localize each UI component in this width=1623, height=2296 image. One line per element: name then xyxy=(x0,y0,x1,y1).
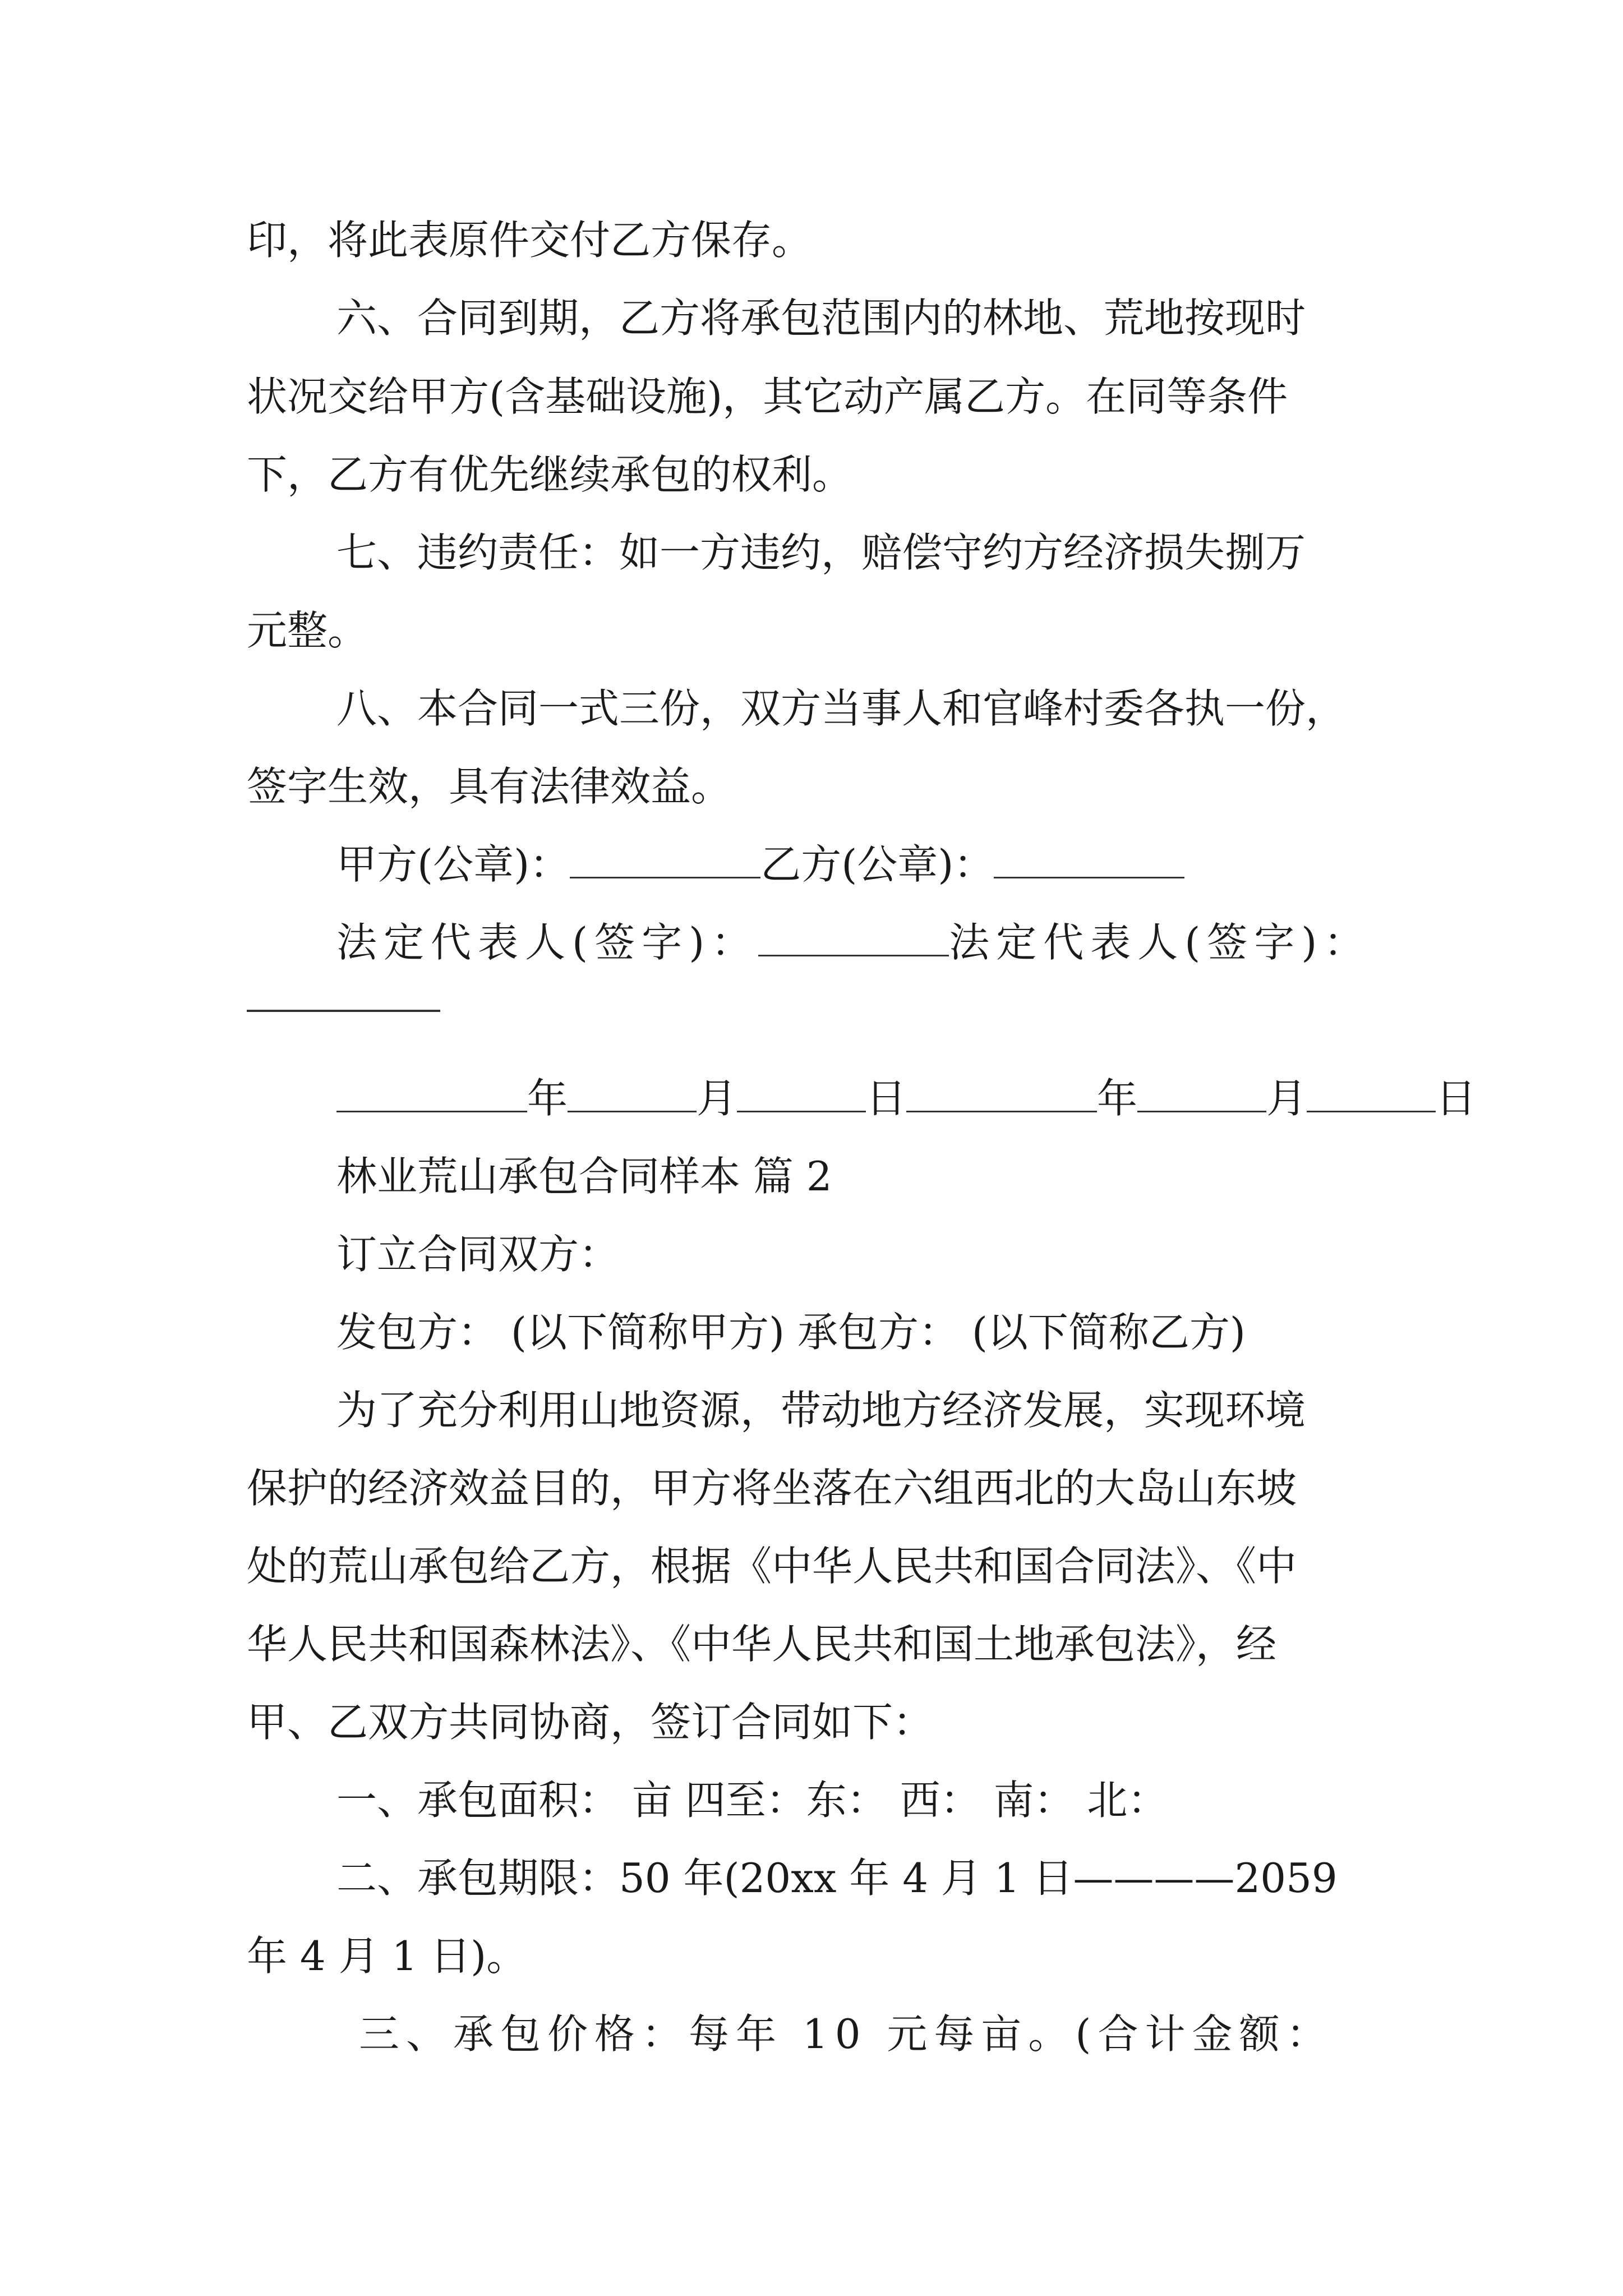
party-a-seal-label: 甲方(公章)： xyxy=(336,841,570,888)
parties-line: 发包方： (以下简称甲方) 承包方： (以下简称乙方) xyxy=(336,1309,1246,1356)
seal-line xyxy=(336,828,1391,901)
paragraph-line: 处的荒山承包给乙方，根据《中华人民共和国合同法》、《中 xyxy=(247,1543,1297,1590)
year-label: 年 xyxy=(1097,1075,1138,1122)
clause-price: 三、承包价格：每年 10 元每亩。(合计金额： xyxy=(359,2010,1334,2058)
legal-rep-a-blank xyxy=(758,921,949,956)
year-blank-b xyxy=(906,1077,1097,1112)
paragraph-line: 八、本合同一式三份，双方当事人和官峰村委各执一份， xyxy=(336,685,1347,732)
day-blank-a xyxy=(737,1077,866,1112)
paragraph-line: 保护的经济效益目的，甲方将坐落在六组西北的大岛山东坡 xyxy=(247,1465,1297,1512)
month-blank-a xyxy=(568,1077,697,1112)
legal-rep-line xyxy=(336,906,1391,979)
day-label: 日 xyxy=(866,1075,907,1122)
paragraph-line: 七、违约责任：如一方违约，赔偿守约方经济损失捌万 xyxy=(336,529,1306,576)
paragraph-line: 为了充分利用山地资源，带动地方经济发展，实现环境 xyxy=(336,1387,1306,1434)
month-label: 月 xyxy=(697,1075,737,1122)
year-label: 年 xyxy=(527,1075,568,1122)
clause-term: 二、承包期限：50 年(20xx 年 4 月 1 日————2059 xyxy=(336,1855,1338,1902)
paragraph-line: 印，将此表原件交付乙方保存。 xyxy=(247,217,813,264)
party-b-seal-label: 乙方(公章)： xyxy=(760,841,994,888)
paragraph-line: 元整。 xyxy=(247,607,368,654)
day-label: 日 xyxy=(1436,1075,1477,1122)
day-blank-b xyxy=(1307,1077,1436,1112)
date-line xyxy=(336,1062,1477,1135)
paragraph-line: 六、合同到期，乙方将承包范围内的林地、荒地按现时 xyxy=(336,295,1306,342)
party-a-seal-blank xyxy=(570,843,760,878)
clause-area: 一、承包面积： 亩 四至：东： 西： 南： 北： xyxy=(336,1777,1168,1824)
paragraph-line: 甲、乙双方共同协商，签订合同如下： xyxy=(247,1699,934,1746)
legal-rep-a-label: 法定代表人(签字)： xyxy=(336,919,759,966)
legal-rep-b-label: 法定代表人(签字)： xyxy=(949,919,1371,966)
paragraph-line: 签字生效，具有法律效益。 xyxy=(247,763,732,810)
month-blank-b xyxy=(1137,1077,1266,1112)
party-b-seal-blank xyxy=(994,843,1184,878)
legal-rep-b-blank xyxy=(247,1010,440,1012)
paragraph-line: 下，乙方有优先继续承包的权利。 xyxy=(247,451,853,498)
paragraph-line: 华人民共和国森林法》、《中华人民共和国土地承包法》，经 xyxy=(247,1621,1277,1668)
month-label: 月 xyxy=(1266,1075,1307,1122)
paragraph-line: 状况交给甲方(含基础设施)，其它动产属乙方。在同等条件 xyxy=(247,373,1288,420)
year-blank-a xyxy=(336,1077,527,1112)
clause-term-continued: 年 4 月 1 日)。 xyxy=(247,1932,527,1980)
parties-heading: 订立合同双方： xyxy=(336,1231,620,1278)
section-title: 林业荒山承包合同样本 篇 2 xyxy=(336,1153,832,1200)
